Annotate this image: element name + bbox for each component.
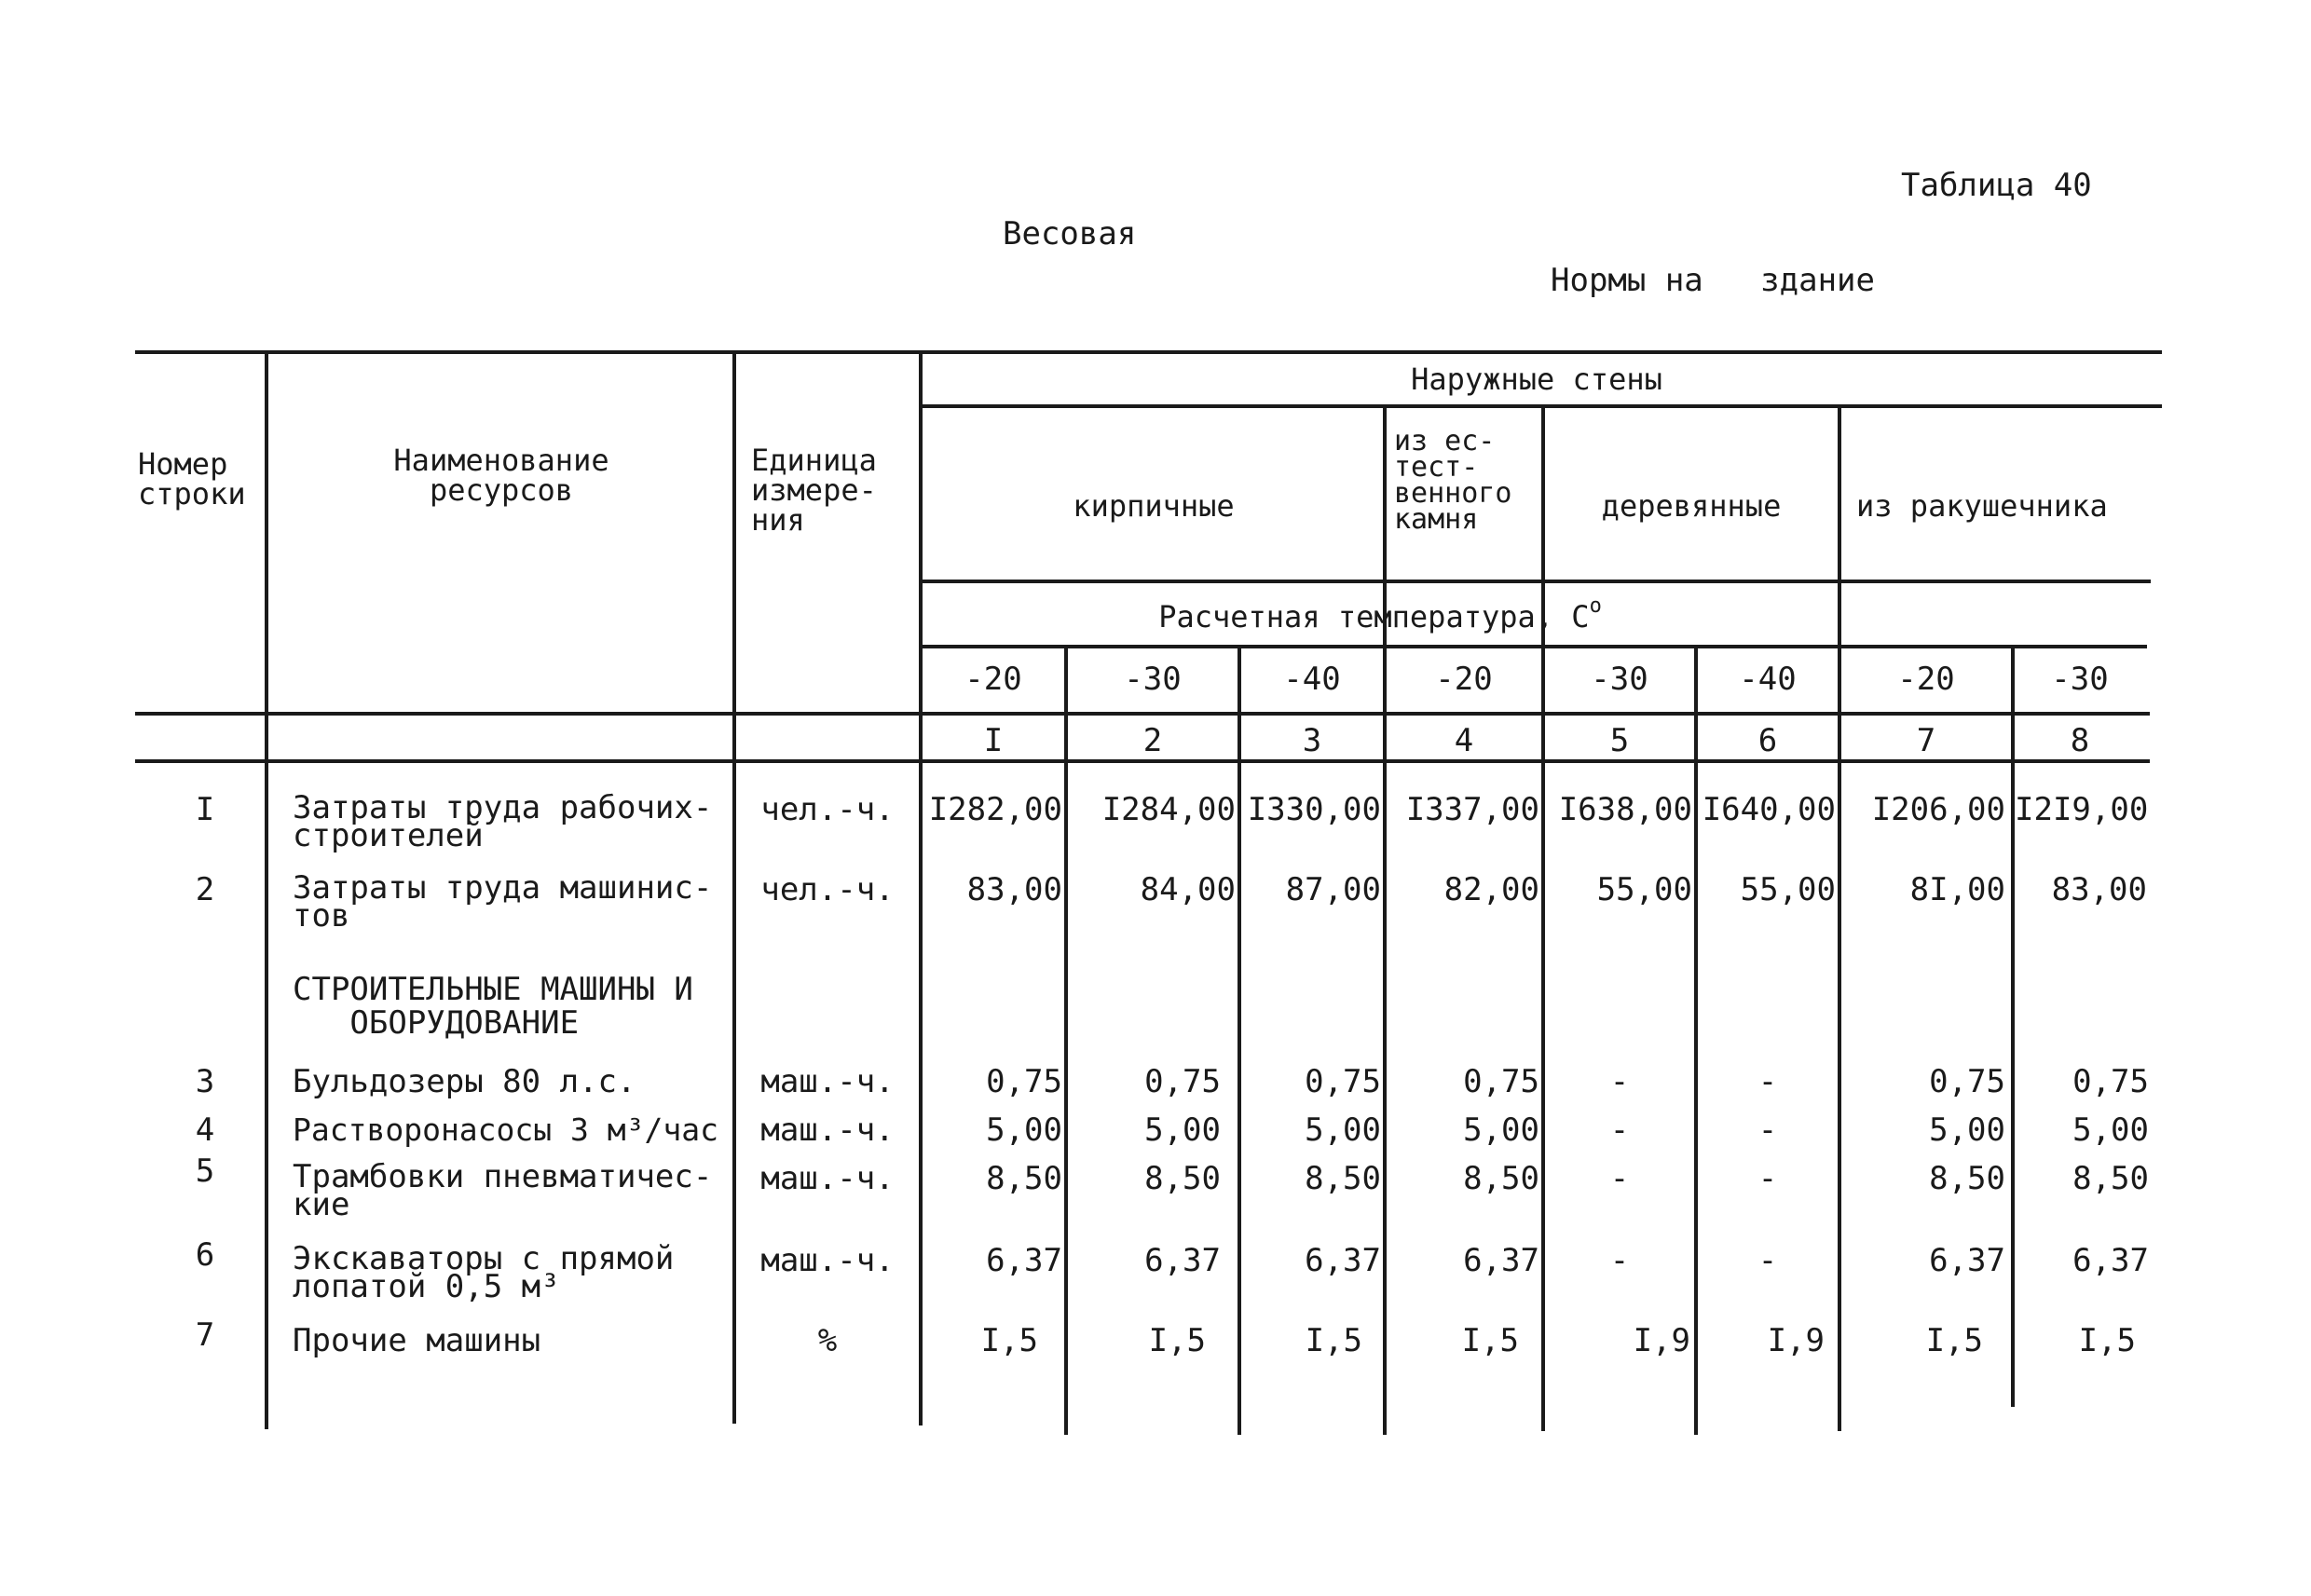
rule-v-8 xyxy=(1694,647,1698,1435)
cell-r6-c6: - xyxy=(1757,1242,1778,1279)
cell-r4-c5: - xyxy=(1609,1112,1630,1149)
cell-r1-c3: I330,00 xyxy=(1247,791,1381,828)
rule-v-9 xyxy=(1838,406,1841,1431)
cell-r1-c1: I282,00 xyxy=(928,791,1062,828)
header-degree-sign: о xyxy=(1589,594,1602,618)
temp-col-4: -20 xyxy=(1435,661,1493,698)
cell-r7-c1: I,5 xyxy=(980,1322,1038,1359)
cell-r6-c7: 6,37 xyxy=(1929,1242,2005,1279)
row-number: 5 xyxy=(195,1153,215,1190)
resource-unit: маш.-ч. xyxy=(760,1112,895,1149)
cell-r5-c1: 8,50 xyxy=(986,1160,1062,1197)
cell-r4-c6: - xyxy=(1757,1112,1778,1149)
cell-r3-c4: 0,75 xyxy=(1463,1063,1539,1100)
header-design-temp-label: Расчетная температура, С xyxy=(1158,599,1590,634)
temp-col-2: -30 xyxy=(1124,661,1182,698)
row-number: 2 xyxy=(195,871,215,908)
cell-r5-c4: 8,50 xyxy=(1463,1160,1539,1197)
cell-r2-c1: 83,00 xyxy=(966,871,1062,908)
cell-r4-c1: 5,00 xyxy=(986,1112,1062,1149)
resource-name: Растворонасосы 3 м³/час xyxy=(293,1112,718,1148)
header-design-temp xyxy=(923,594,1838,634)
resource-unit: маш.-ч. xyxy=(760,1160,895,1197)
cell-r3-c6: - xyxy=(1757,1063,1778,1100)
cell-r1-c7: I206,00 xyxy=(1871,791,2005,828)
cell-r7-c5: I,9 xyxy=(1633,1322,1690,1359)
cell-r6-c8: 6,37 xyxy=(2072,1242,2149,1279)
cell-r2-c7: 8I,00 xyxy=(1909,871,2005,908)
cell-r2-c4: 82,00 xyxy=(1443,871,1539,908)
header-resource-name: Наименование ресурсов xyxy=(393,443,609,508)
rule-v-4 xyxy=(1064,647,1068,1435)
rule-temp-label xyxy=(921,645,2147,648)
header-outer-walls: Наружные стены xyxy=(1411,361,1662,397)
row-number: 6 xyxy=(195,1236,215,1274)
resource-unit: маш.-ч. xyxy=(760,1242,895,1279)
rule-v-5 xyxy=(1238,647,1241,1435)
cell-r3-c1: 0,75 xyxy=(986,1063,1062,1100)
rule-wall-types xyxy=(921,580,2151,583)
resource-name: Прочие машины xyxy=(293,1322,541,1359)
cell-r1-c8: I2I9,00 xyxy=(2015,791,2149,828)
col-number-6: 6 xyxy=(1757,722,1778,759)
cell-r5-c7: 8,50 xyxy=(1929,1160,2005,1197)
resource-name: Затраты труда рабочих- строителей xyxy=(293,789,713,854)
resource-unit: чел.-ч. xyxy=(760,871,895,908)
rule-v-7 xyxy=(1541,406,1545,1431)
cell-r1-c2: I284,00 xyxy=(1101,791,1236,828)
cell-r7-c4: I,5 xyxy=(1461,1322,1519,1359)
rule-v-6 xyxy=(1383,406,1387,1435)
cell-r1-c6: I640,00 xyxy=(1702,791,1836,828)
cell-r7-c2: I,5 xyxy=(1148,1322,1206,1359)
cell-r1-c4: I337,00 xyxy=(1405,791,1539,828)
cell-r3-c2: 0,75 xyxy=(1144,1063,1221,1100)
cell-r7-c6: I,9 xyxy=(1767,1322,1825,1359)
resource-unit: % xyxy=(817,1322,838,1359)
col-number-1: I xyxy=(983,722,1004,759)
rule-header-bottom xyxy=(135,712,2150,716)
cell-r4-c8: 5,00 xyxy=(2072,1112,2149,1149)
cell-r3-c3: 0,75 xyxy=(1305,1063,1381,1100)
cell-r6-c4: 6,37 xyxy=(1463,1242,1539,1279)
cell-r3-c8: 0,75 xyxy=(2072,1063,2149,1100)
rule-top xyxy=(135,350,2162,354)
cell-r3-c5: - xyxy=(1609,1063,1630,1100)
cell-r4-c7: 5,00 xyxy=(1929,1112,2005,1149)
section-heading: СТРОИТЕЛЬНЫЕ МАШИНЫ И ОБОРУДОВАНИЕ xyxy=(293,971,693,1042)
cell-r7-c3: I,5 xyxy=(1305,1322,1362,1359)
temp-col-1: -20 xyxy=(964,661,1022,698)
cell-r5-c6: - xyxy=(1757,1160,1778,1197)
cell-r6-c3: 6,37 xyxy=(1305,1242,1381,1279)
document-subtitle: Нормы на здание xyxy=(1551,262,1875,299)
table-label: Таблица 40 xyxy=(1901,167,2092,204)
row-number: 7 xyxy=(195,1316,215,1354)
cell-r6-c5: - xyxy=(1609,1242,1630,1279)
cell-r5-c5: - xyxy=(1609,1160,1630,1197)
col-number-2: 2 xyxy=(1142,722,1163,759)
col-number-7: 7 xyxy=(1916,722,1936,759)
resource-name: Затраты труда машинис- тов xyxy=(293,869,713,934)
cell-r7-c7: I,5 xyxy=(1925,1322,1983,1359)
header-wood: деревянные xyxy=(1601,488,1782,524)
cell-r2-c3: 87,00 xyxy=(1285,871,1381,908)
temp-col-7: -20 xyxy=(1897,661,1955,698)
col-number-8: 8 xyxy=(2070,722,2090,759)
cell-r2-c6: 55,00 xyxy=(1740,871,1836,908)
temp-col-6: -40 xyxy=(1739,661,1797,698)
cell-r2-c5: 55,00 xyxy=(1596,871,1692,908)
cell-r2-c2: 84,00 xyxy=(1140,871,1236,908)
cell-r4-c3: 5,00 xyxy=(1305,1112,1381,1149)
temp-col-5: -30 xyxy=(1591,661,1648,698)
row-number: I xyxy=(195,791,215,828)
cell-r4-c2: 5,00 xyxy=(1144,1112,1221,1149)
cell-r2-c8: 83,00 xyxy=(2051,871,2147,908)
rule-numbers-bottom xyxy=(135,759,2150,763)
header-shell: из ракушечника xyxy=(1856,488,2108,524)
header-stone: из ес- тест- венного камня xyxy=(1394,425,1512,536)
cell-r5-c3: 8,50 xyxy=(1305,1160,1381,1197)
header-unit: Единица измере- ния xyxy=(751,443,877,538)
cell-r3-c7: 0,75 xyxy=(1929,1063,2005,1100)
cell-r4-c4: 5,00 xyxy=(1463,1112,1539,1149)
cell-r5-c2: 8,50 xyxy=(1144,1160,1221,1197)
row-number: 4 xyxy=(195,1112,215,1149)
rule-v-10 xyxy=(2011,647,2015,1407)
cell-r1-c5: I638,00 xyxy=(1558,791,1692,828)
col-number-5: 5 xyxy=(1609,722,1630,759)
resource-name: Экскаваторы с прямой лопатой 0,5 м³ xyxy=(293,1240,675,1305)
cell-r6-c1: 6,37 xyxy=(986,1242,1062,1279)
document-title: Весовая xyxy=(1003,215,1137,252)
col-number-4: 4 xyxy=(1454,722,1474,759)
cell-r7-c8: I,5 xyxy=(2078,1322,2136,1359)
cell-r5-c8: 8,50 xyxy=(2072,1160,2149,1197)
resource-name: Трамбовки пневматичес- кие xyxy=(293,1158,713,1223)
temp-col-8: -30 xyxy=(2051,661,2109,698)
col-number-3: 3 xyxy=(1302,722,1322,759)
resource-unit: чел.-ч. xyxy=(760,791,895,828)
row-number: 3 xyxy=(195,1063,215,1100)
header-row-number: Номер строки xyxy=(138,446,246,512)
cell-r6-c2: 6,37 xyxy=(1144,1242,1221,1279)
temp-col-3: -40 xyxy=(1283,661,1341,698)
resource-unit: маш.-ч. xyxy=(760,1063,895,1100)
resource-name: Бульдозеры 80 л.с. xyxy=(293,1063,636,1100)
header-brick: кирпичные xyxy=(1073,488,1235,524)
